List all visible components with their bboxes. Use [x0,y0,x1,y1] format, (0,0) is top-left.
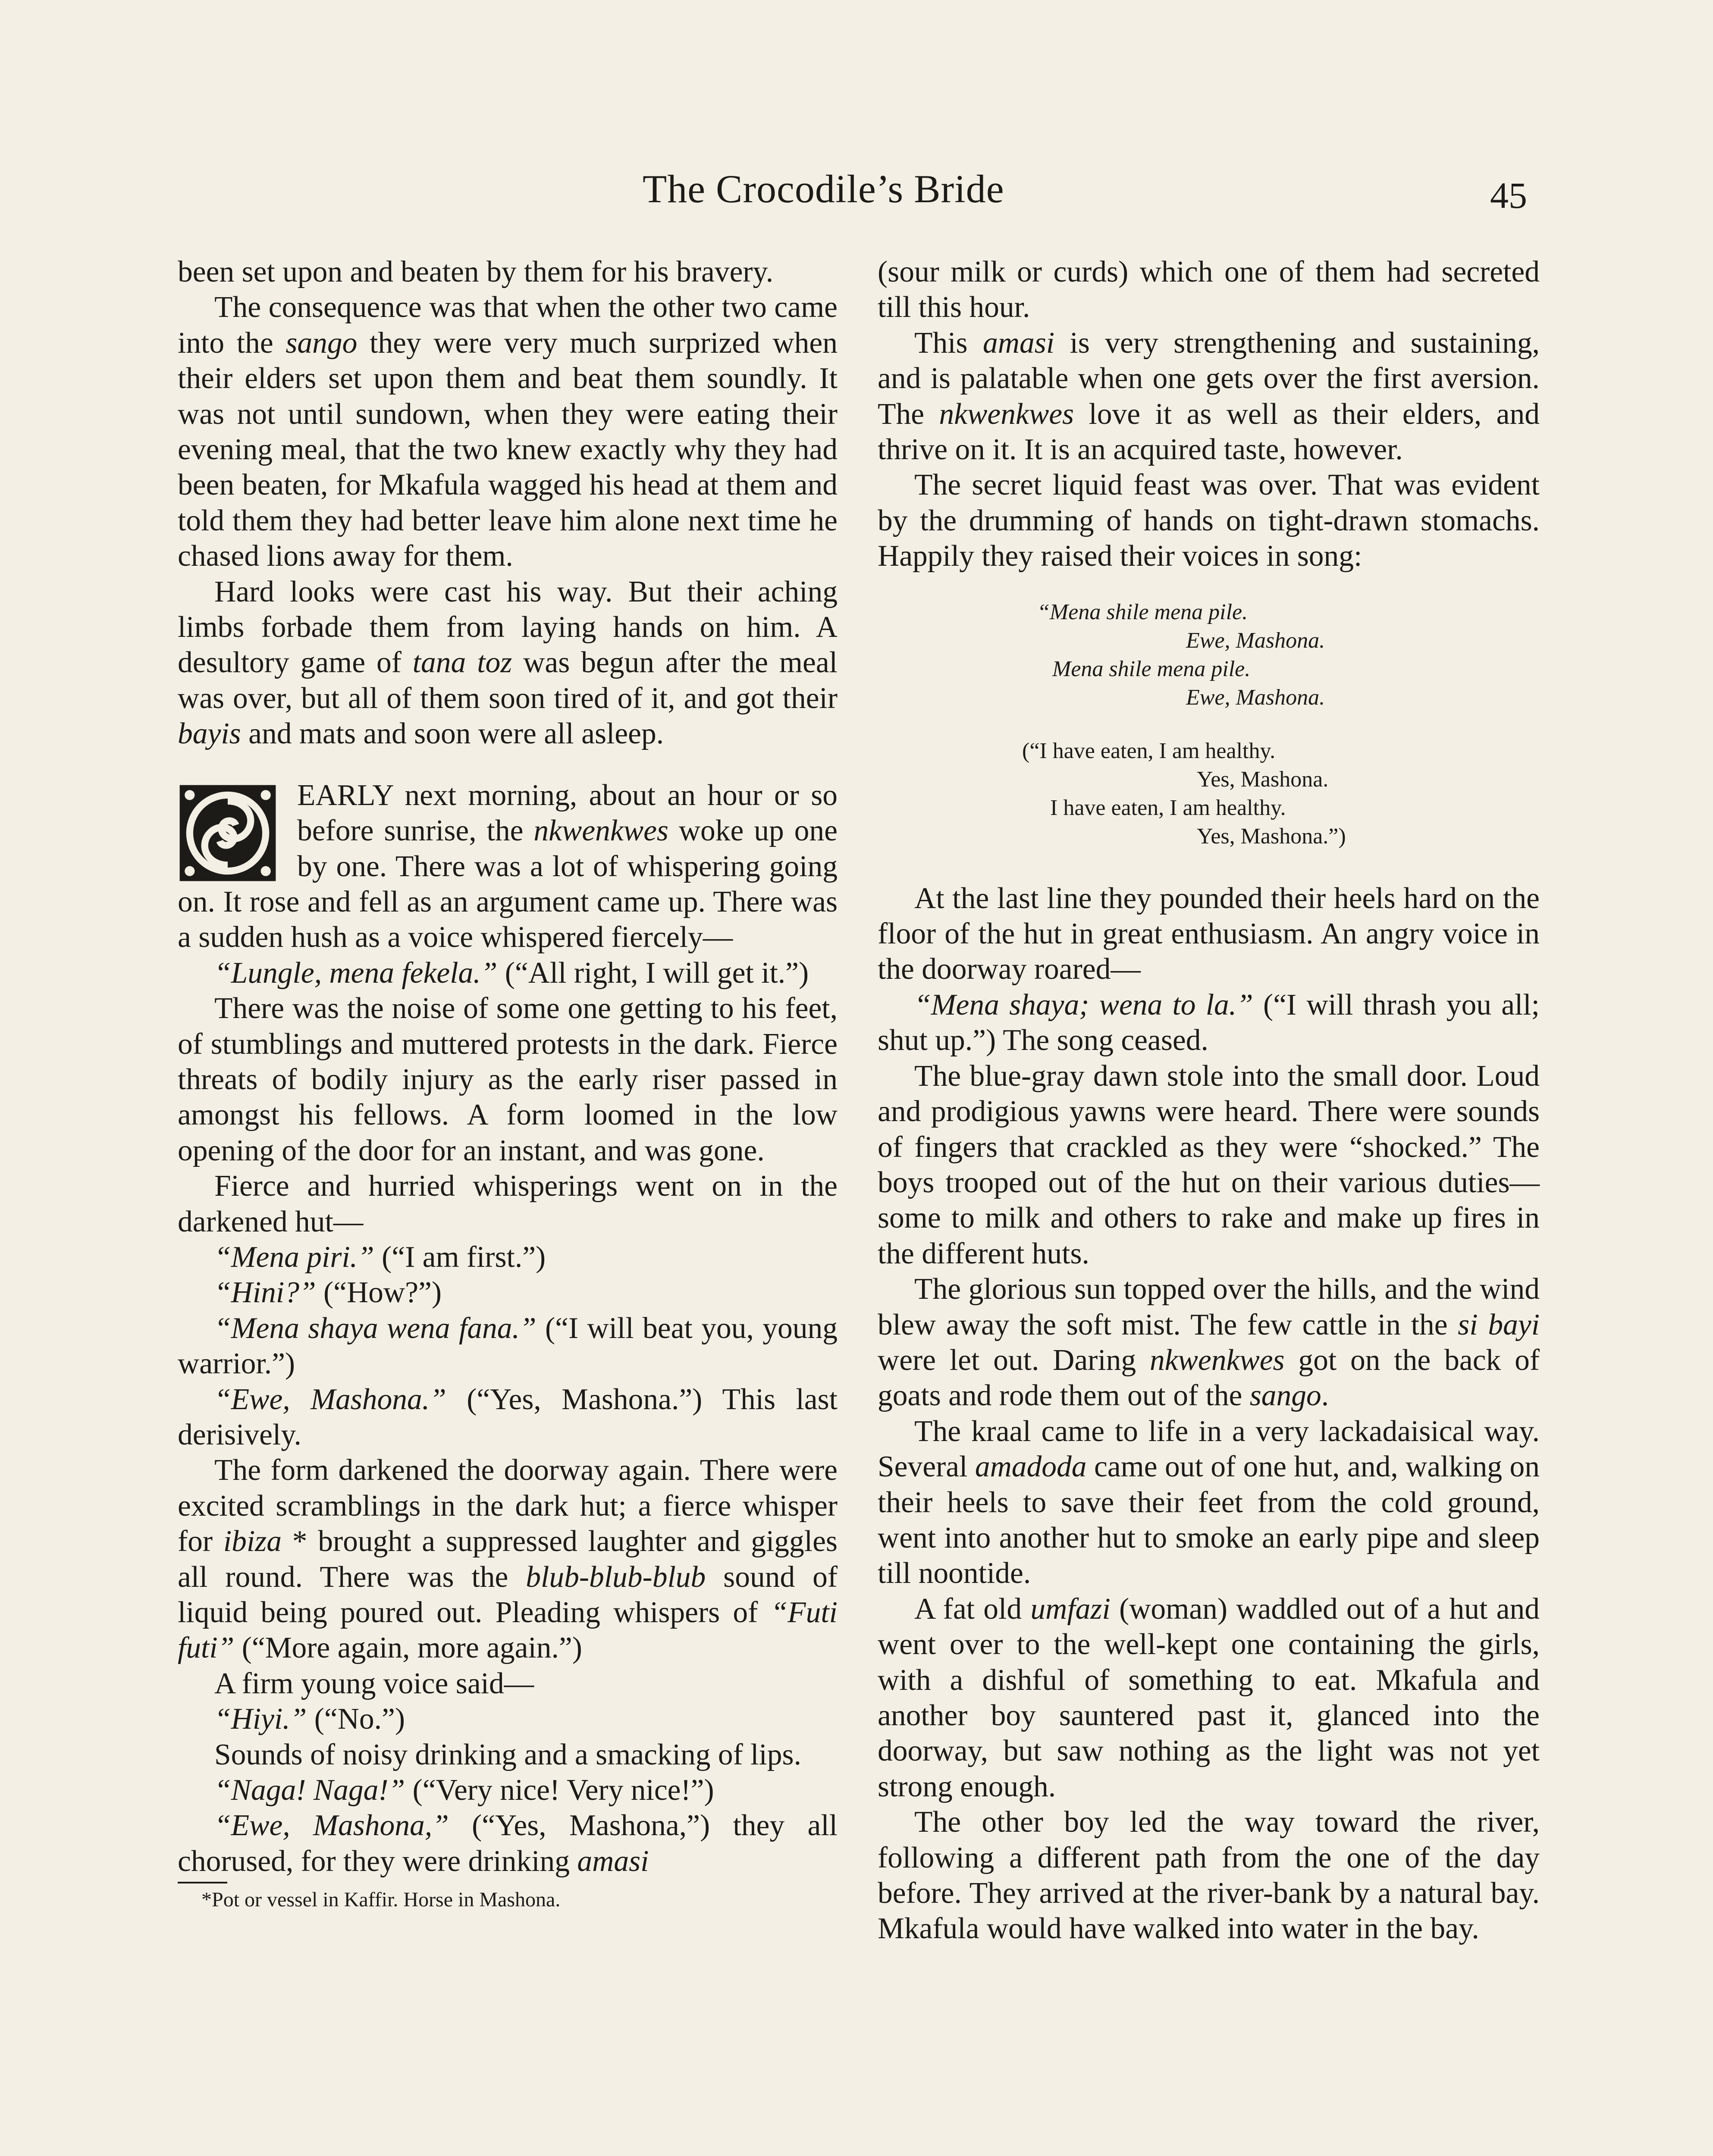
verse-line: Ewe, Mashona. [1186,685,1325,710]
footnote-rule [178,1882,227,1883]
paragraph: “Hiyi.” (“No.”) [214,1702,405,1736]
paragraph: A firm young voice said— [214,1667,534,1700]
running-title: The Crocodile’s Bride [643,167,1004,211]
paragraph: This amasi is very strengthening and sustaining, and is palatable when one gets over the first aversion. The nkwenkwes love it as well as their elders, and thrive on it. It is an acquired taste, however. [878,326,1540,467]
left-column [178,254,838,1913]
paragraph: “Naga! Naga!” (“Very nice! Very nice!”) [214,1774,714,1807]
paragraph: The blue-gray dawn stole into the small door. Loud and prodigious yawns were heard. There were sounds of fingers that crackled as they were “shocked.” The boys trooped out of the hut on their various duties—some to milk and others to rake and make up fires in the different huts. [878,1059,1540,1270]
translation-line: (“I have eaten, I am healthy. [1022,738,1276,763]
song-verse [878,598,1540,851]
paragraph: “Ewe, Mashona,” (“Yes, Mashona,”) they all chorused, for they were drinking amasi [178,1809,838,1878]
paragraph: Fierce and hurried whisperings went on in the darkened hut— [178,1169,838,1238]
paragraph: “Mena shaya wena fana.” (“I will beat you, young warrior.”) [178,1311,838,1381]
paragraph: The secret liquid feast was over. That was evident by the drumming of hands on tight-drawn stomachs. Happily they raised their voices in song: [878,468,1540,573]
page-number: 45 [1490,175,1527,216]
paragraph: Hard looks were cast his way. But their aching limbs forbade them from laying hands on him. A desultory game of tana toz was begun after the meal was over, but all of them soon tired of it, and got their bayis and mats and soon were all asleep. [178,575,838,751]
translation-line: Yes, Mashona. [1197,767,1329,792]
section-start [178,778,838,956]
paragraph: “Mena piri.” (“I am first.”) [214,1240,546,1274]
translation-line: I have eaten, I am healthy. [1050,795,1286,820]
verse-line: Ewe, Mashona. [1186,628,1325,653]
paragraph: Sounds of noisy drinking and a smacking of lips. [214,1738,801,1771]
swirl-ornament-icon [178,783,278,883]
paragraph: There was the noise of some one getting to his feet, of stumblings and muttered protests in the dark. Fierce threats of bodily injury as the early riser passed in amongst his fellows. A form loomed in the low opening of the door for an instant, and was gone. [178,992,838,1167]
paragraph: EARLY next morning, about an hour or so before sunrise, the nkwenkwes woke up one by one. There was a lot of whispering going on. It rose and fell as an argument came up. There was a sudden hush as a voice whispered fiercely— [178,778,838,954]
paragraph: The glorious sun topped over the hills, and the wind blew away the soft mist. The few cattle in the si bayi were let out. Daring nkwenkwes got on the back of goats and rode them out of the sango. [878,1272,1540,1413]
paragraph: A fat old umfazi (woman) waddled out of a hut and went over to the well-kept one containing the girls, with a dishful of something to eat. Mkafula and another boy sauntered past it, glanced into the doorway, but saw nothing as the light was not yet strong enough. [878,1592,1540,1803]
paragraph: The kraal came to life in a very lackadaisical way. Several amadoda came out of one hut, and, walking on their heels to save their feet from the cold ground, went into another hut to smoke an early pipe and sleep till noontide. [878,1414,1540,1590]
translation-line: Yes, Mashona.”) [1197,824,1346,849]
paragraph: The other boy led the way toward the river, following a different path from the one of the day before. They arrived at the river-bank by a natural bay. Mkafula would have walked into water in the bay. [878,1805,1540,1946]
paragraph: been set upon and beaten by them for his bravery. [178,255,774,288]
paragraph: “Ewe, Mashona.” (“Yes, Mashona.”) This last derisively. [178,1382,838,1451]
paragraph: “Mena shaya; wena to la.” (“I will thrash you all; shut up.”) The song ceased. [878,988,1540,1057]
footnote: *Pot or vessel in Kaffir. Horse in Mashona. [201,1888,561,1912]
paragraph: At the last line they pounded their heels hard on the floor of the hut in great enthusiasm. An angry voice in the doorway roared— [878,881,1540,986]
paragraph: The consequence was that when the other two came into the sango they were very much surprized when their elders set upon them and beat them soundly. It was not until sundown, when they were eating their evening meal, that the two knew exactly why they had been beaten, for Mkafula wagged his head at them and told them they had better leave him alone next time he chased lions away for them. [178,291,838,573]
verse-line: Mena shile mena pile. [1052,656,1251,681]
verse-line: “Mena shile mena pile. [1037,599,1248,624]
paragraph: (sour milk or curds) which one of them had secreted till this hour. [878,255,1540,324]
paragraph: “Lungle, mena fekela.” (“All right, I will get it.”) [214,956,809,990]
paragraph: The form darkened the doorway again. There were excited scramblings in the dark hut; a fierce whisper for ibiza * brought a suppressed laughter and giggles all round. There was the blub-blub-blub sound of liquid being poured out. Pleading whispers of “Futi futi” (“More again, more again.”) [178,1454,838,1665]
right-column [878,254,1540,1947]
page-header [0,166,1713,226]
paragraph: “Hini?” (“How?”) [214,1276,442,1310]
